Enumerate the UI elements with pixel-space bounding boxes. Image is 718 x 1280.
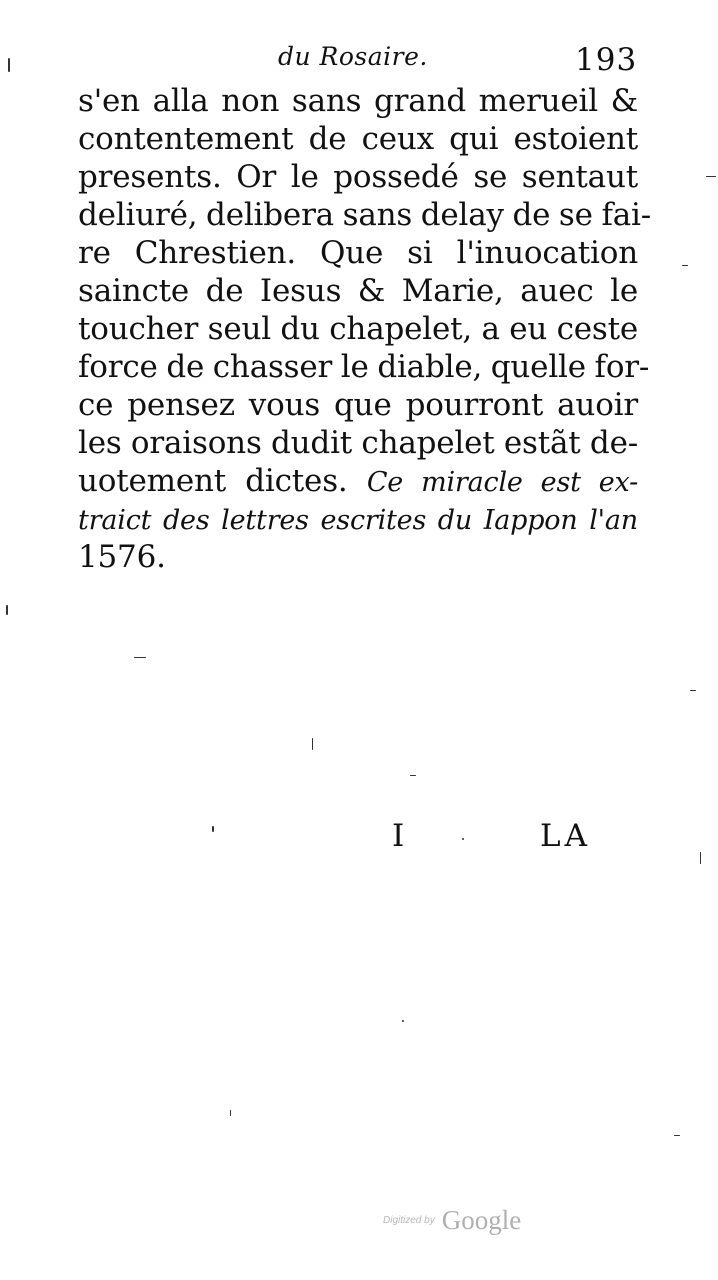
scan-speck [6,605,8,615]
scan-speck [230,1110,231,1116]
text-italic: Ce miracle est ex- [366,467,639,498]
scan-speck [312,738,313,750]
text-line: ce pensez vous que pourront auoir [78,387,638,423]
scan-speck [462,838,464,840]
watermark-prefix: Digitized by [383,1215,435,1226]
text-line [78,462,638,500]
text-line: contentement de ceux qui estoient [78,121,638,157]
scan-speck [674,1135,680,1136]
text-italic: traict des lettres escrites du Iappon l'an [78,505,638,536]
text-line: toucher seul du chapelet, a eu ceste [78,311,638,347]
body-text [78,82,651,576]
scan-speck [402,1020,404,1022]
text-line: deliuré, delibera sans delay de se fai- [78,197,651,233]
text-line: les oraisons dudit chapelet estãt de- [78,425,638,461]
catchword-row [0,818,718,868]
text-line-italic [78,500,638,538]
signature-mark: I [392,818,405,854]
scan-speck [682,265,688,266]
digitized-by-google-watermark [383,1205,521,1241]
text-line: re Chrestien. Que si l'inuocation [78,235,638,271]
text-line: presents. Or le possedé se sentaut [78,159,638,195]
running-title: du Rosaire. [278,42,428,71]
google-logo: Google [441,1205,522,1235]
text-roman: uotement dictes. [78,463,348,499]
catchword: LA [540,818,591,854]
text-line: 1576. [78,539,166,575]
scan-speck [410,775,416,776]
scan-speck [8,58,10,72]
scan-speck [706,176,716,177]
scan-speck [212,826,214,832]
running-head [0,42,718,82]
scan-speck [134,657,146,658]
text-line: s'en alla non sans grand merueil & [78,83,638,119]
scan-speck [700,852,701,864]
text-line: saincte de Iesus & Marie, auec le [78,273,638,309]
scan-speck [690,690,696,691]
page-number: 193 [575,42,638,78]
text-line: force de chasser le diable, quelle for- [78,349,650,385]
